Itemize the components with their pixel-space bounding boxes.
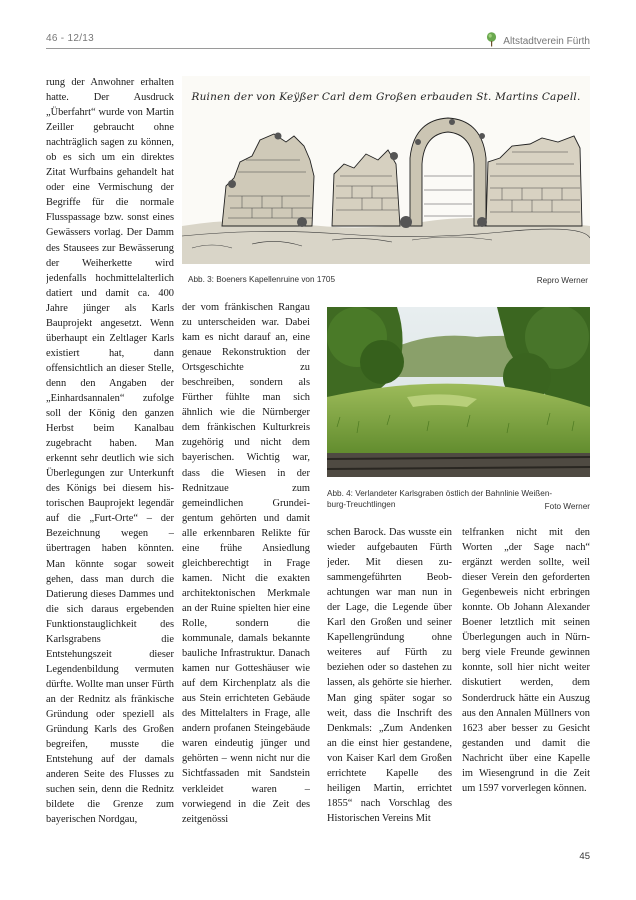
column-3-text: schen Barock. Das wusste ein wieder aufgebauten Fürth jeder. Mit diesen zusammengeführten Beobachtungen war man nun in der Lage, die Legende über Karl den Großen und seiner Kapellengründung ohne weiteres auf Fürth zu beziehen oder so dastehen zu lassen, als gehörte sie hierher. Man ging später sogar so weit, dass die Inschrift des Denkmals: „Zum Andenken an die einst hier gestandene, von Kaiser Karl dem Großen errichtete Kapelle des heiligen Martin, errichtet 1855“ nach Vorschlag des Historischen Vereins Mit bbox=[327, 527, 452, 824]
figure-4-caption-line2: burg-Treuchtlingen bbox=[327, 500, 396, 509]
column-4-text: telfranken nicht mit den Worten „der Sage nach“ ergänzt werden sollte, weil dieser Verein den geforderten Gegenbeweis nicht erbringen konnte. Ob Johann Alexander Boener letztlich mit seinen Überlegungen auch in Nürnberg viele Freunde gewinnen konnte, soll hier nicht weiter diskutiert werden, dem Sonderdruck hätte ein Auszug aus den Annalen Müllners von 1623 aber besser zu Gesicht gestanden und damit die Nachricht über eine Kapelle im Wiesengrund in die Zeit um 1597 vorverlegen können. bbox=[462, 527, 590, 794]
issue-number: 46 - 12/13 bbox=[46, 33, 95, 44]
figure-4-credit: Foto Werner bbox=[544, 502, 590, 511]
figure-4-caption bbox=[327, 488, 590, 512]
figure-4-caption-line1: Abb. 4: Verlandeter Karlsgraben östlich der Bahnlinie Weißen- bbox=[327, 489, 553, 498]
figure-3-caption-text: Abb. 3: Boeners Kapellenruine von 1705 bbox=[188, 275, 336, 284]
header-divider bbox=[46, 48, 590, 49]
chapel-ruin-engraving bbox=[182, 76, 590, 264]
publisher-name: Altstadtverein Fürth bbox=[503, 35, 590, 47]
column-1-text: rung der Anwohner erhalten hatte. Der Ausdruck „Überfahrt“ wurde von Martin Zeiller gebraucht ohne nachträglich sagen zu können, ob es sich um ein direktes Zitat Wurfbains gehandelt hat oder eine Vermischung der Begriffe für die normale Flusspassage bzw. sonst eines Gewässers vorlag. Der Damm des Stausees zur Bewässerung der Weiherkette wird jedenfalls hochmittelalterlich datiert und damit ca. 400 Jahre jünger als Karls Bauprojekt angesetzt. Wenn überhaupt ein Zeltlager Karls existiert hat, dann offensichtlich an dieser Stelle, denn den Angaben der „Einhardsannalen“ zufolge soll der König den ganzen Herbst beim Kanalbau zugebracht haben. Man erkennt sehr deutlich wie sich Überlegungen zur Unterkunft des Königs bei diesem historischen Bauprojekt legendär auf die „Furt-Orte“ – der Bezeichnung wegen – übertragen haben könnten. Man könnte sogar soweit gehen, dass man durch die Datierung dieses Dammes und die sich daraus ergebenden Funktionstauglichkeit des Karlsgrabens die Entstehungszeit dieser Legendenbildung vermuten dürfte. Wollte man unser Fürth an der Rednitz als fränkische Gründung oder speziell als Gründung Karls des Großen begreifen, musste die Entstehung auf der damals anderen Seite des Flusses zu suchen sein, denn die Rednitz bildete die Grenze zum bayerischen Nordgau, bbox=[46, 77, 174, 826]
figure-3-caption bbox=[188, 274, 588, 286]
figure-3-credit: Repro Werner bbox=[536, 276, 588, 285]
text-column-3 bbox=[327, 525, 452, 827]
column-2-text: der vom fränkischen Rangau zu unterscheiden war. Dabei kam es nicht darauf an, eine genaue Rekonstruktion der Ortsgeschichte zu beschreiben, sondern als Fürther fühlte man sich ähnlich wie die Nürnberger dem fränkischen Kulturkreis zugehörig und nicht dem bayerischen. Wichtig war, dass die Wiesen in der Rednitzaue zum gemeindlichen Grundeigentum gehörten und damit alle erkennbaren Relikte für eine frühe Ansiedlung gleichberechtigt in Frage kamen. Nicht die exakten architektonischen Merkmale an der Ruine spielten hier eine Rolle, sondern die kommunale, damals bekannte bauliche Infrastruktur. Danach kamen nur Gotteshäuser wie auf dem Kirchenplatz als die aus Stein errichteten Gebäude des Mittelalters in Frage, alle andern profanen Steingebäude waren eindeutig jünger und gehörten – wenn nicht nur die Sichtfassaden mit Sandstein verkleidet waren – vorwiegend in die Zeit des zeitgenössi bbox=[182, 302, 310, 825]
page-number: 45 bbox=[579, 851, 590, 862]
text-column-1 bbox=[46, 75, 174, 827]
landscape-photo bbox=[327, 307, 590, 477]
text-column-4 bbox=[462, 525, 590, 827]
karlsgraben-photo bbox=[327, 307, 590, 477]
ruin-drawing bbox=[182, 76, 590, 264]
text-column-2 bbox=[182, 300, 310, 827]
engraving-title: Ruinen der von Keÿßer Carl dem Großen erbauden St. Martins Capell. bbox=[191, 91, 581, 103]
